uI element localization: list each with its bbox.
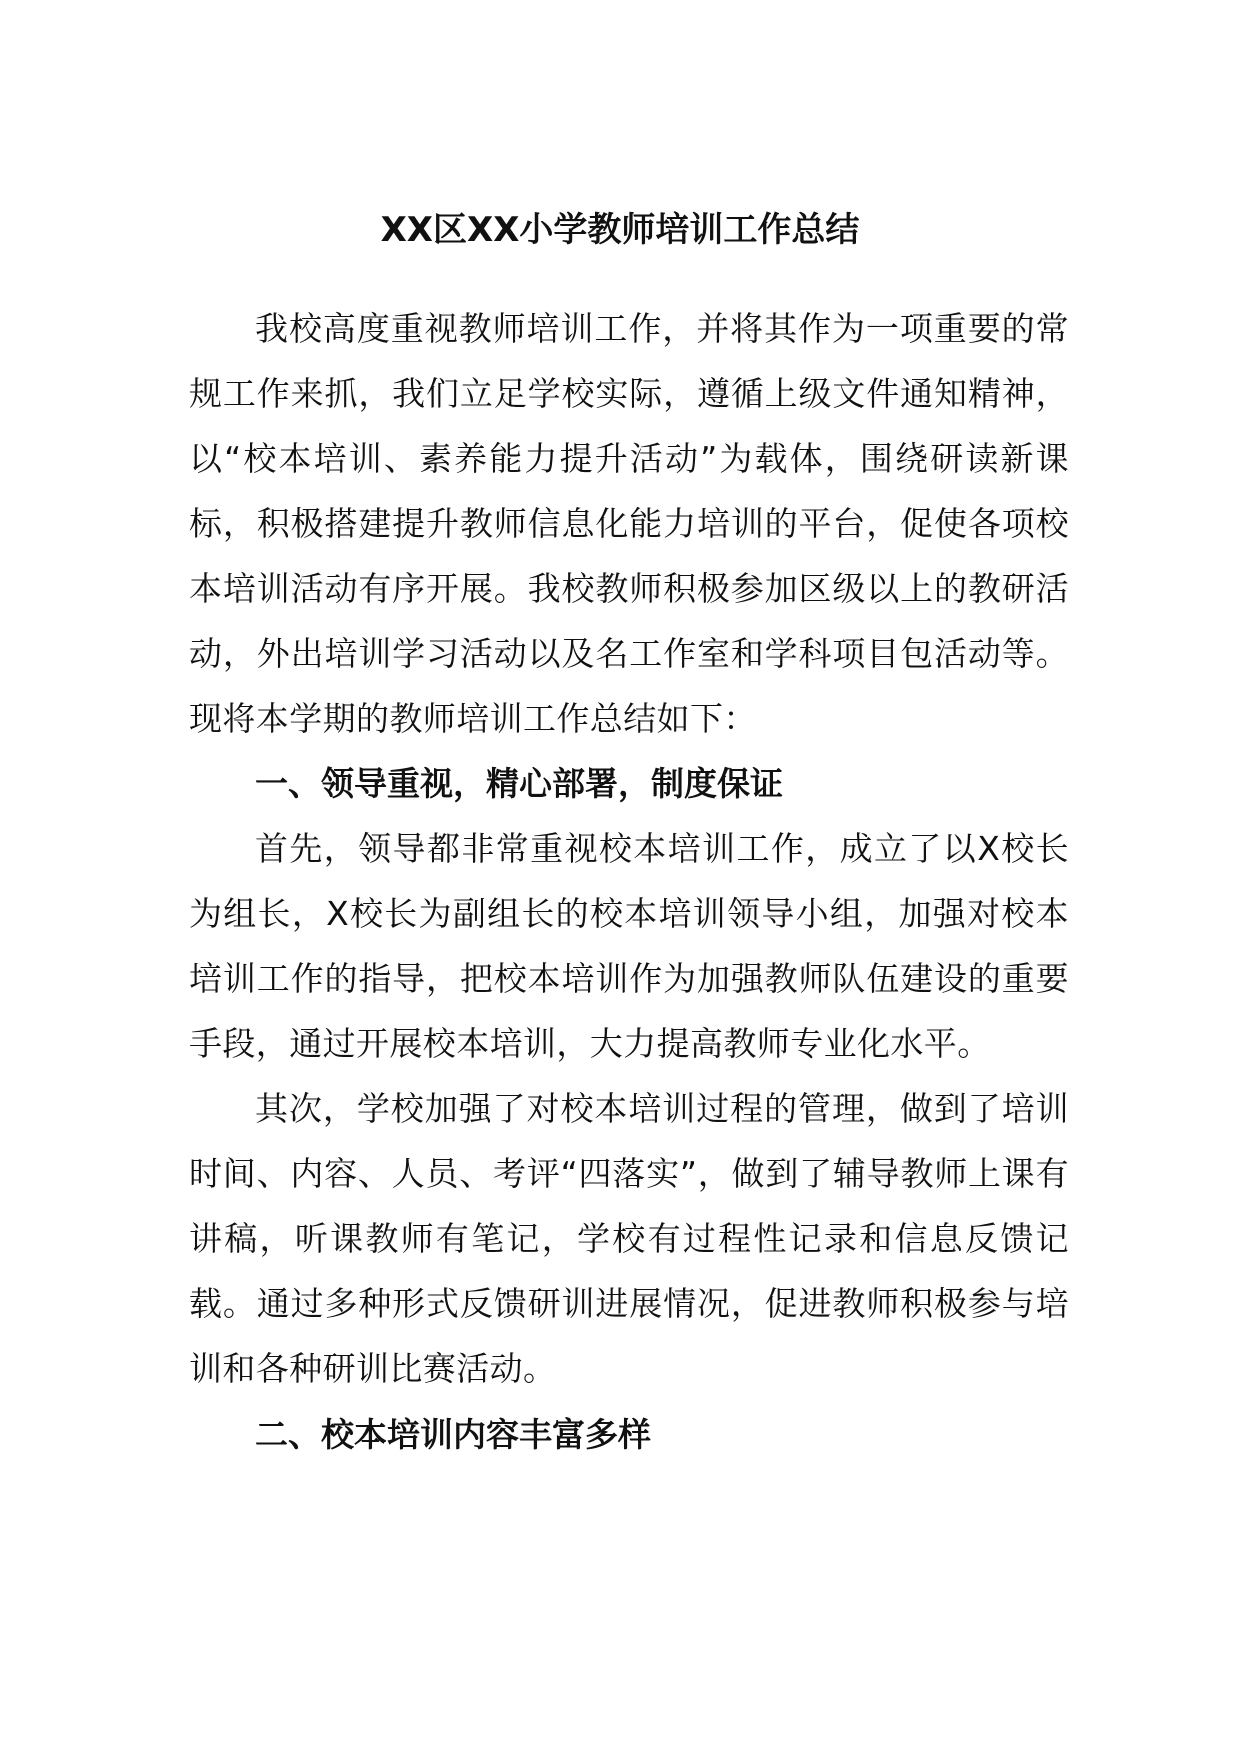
section-heading-2: 二、校本培训内容丰富多样 <box>255 1415 651 1454</box>
section1-paragraph-2: 其次，学校加强了对校本培训过程的管理，做到了培训时间、内容、人员、考评“四落实”，做到了辅导教师上课有讲稿，听课教师有笔记，学校有过程性记录和信息反馈记载。通过多种形式反馈研训进展情况，促进教师积极参与培训和各种研训比赛活动。 <box>189 1089 1069 1388</box>
document-title: XX区XX小学教师培训工作总结 <box>380 210 860 250</box>
section-heading-1: 一、领导重视，精心部署，制度保证 <box>255 764 783 803</box>
intro-paragraph: 我校高度重视教师培训工作，并将其作为一项重要的常规工作来抓，我们立足学校实际，遵循上级文件通知精神，以“校本培训、素养能力提升活动”为载体，围绕研读新课标，积极搭建提升教师信息化能力培训的平台，促使各项校本培训活动有序开展。我校教师积极参加区级以上的教研活动，外出培训学习活动以及名工作室和学科项目包活动等。现将本学期的教师培训工作总结如下： <box>189 309 1069 738</box>
section1-paragraph-1: 首先，领导都非常重视校本培训工作，成立了以X校长为组长，X校长为副组长的校本培训领导小组，加强对校本培训工作的指导，把校本培训作为加强教师队伍建设的重要手段，通过开展校本培训，大力提高教师专业化水平。 <box>189 829 1069 1063</box>
